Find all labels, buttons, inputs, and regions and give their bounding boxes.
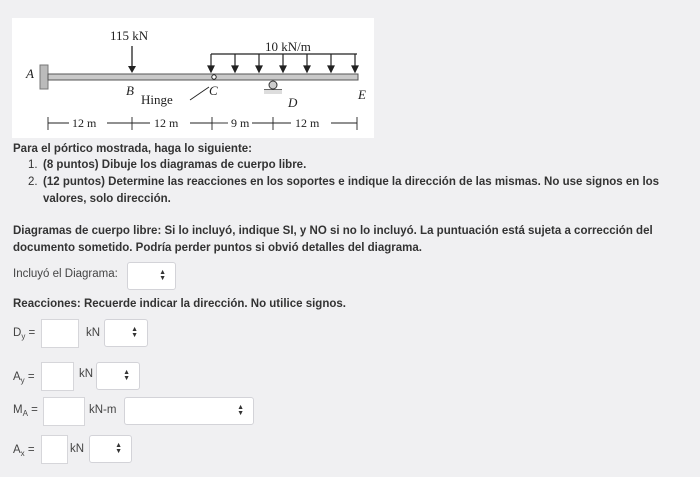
dim-segment-4: 12 m [295, 116, 320, 130]
diagram-included-label: Incluyó el Diagrama: [13, 268, 118, 280]
instruction-item [13, 174, 693, 208]
select-arrows-icon: ▲ ▼ [131, 326, 138, 339]
instruction-number: 2. [28, 176, 38, 188]
ay-value-input[interactable] [41, 362, 74, 391]
ma-unit: kN-m [89, 404, 117, 416]
ax-label: $A_x$ = [13, 444, 35, 458]
beam [48, 74, 358, 80]
point-load-arrowhead [128, 66, 136, 73]
beam-diagram [12, 18, 374, 138]
ma-value-input[interactable] [43, 397, 85, 426]
ax-direction-select[interactable] [89, 435, 132, 463]
dy-value-input[interactable] [41, 319, 79, 348]
fixed-support-wall [40, 65, 48, 89]
label-hinge: Hinge [141, 92, 173, 107]
instruction-item [13, 157, 693, 174]
roller-support [269, 81, 277, 89]
ax-unit: kN [70, 443, 85, 455]
instruction-text: (12 puntos) Determine las reacciones en los soportes e indique la dirección de las mismas. No use signos en los valores, solo dirección. [43, 176, 660, 205]
ma-label: $M_A$ = [13, 404, 38, 418]
select-arrows-icon: ▲ ▼ [123, 369, 130, 382]
select-arrows-icon: ▲ ▼ [159, 269, 166, 282]
ay-direction-select[interactable] [96, 362, 140, 390]
ay-label: $A_y$ = [13, 371, 35, 385]
instruction-text: (8 puntos) Dibuje los diagramas de cuerpo libre. [43, 159, 307, 171]
ma-direction-select[interactable] [124, 397, 254, 425]
distributed-load-arrows [208, 54, 358, 72]
hinge-marker [212, 75, 216, 79]
instructions-list [13, 157, 693, 208]
diagram-included-select[interactable] [127, 262, 176, 290]
dim-segment-2: 12 m [154, 116, 179, 130]
label-d: D [288, 95, 298, 110]
dy-label: $D_y$ = [13, 327, 36, 341]
select-arrows-icon: ▲ ▼ [115, 442, 122, 455]
dim-segment-1: 12 m [72, 116, 97, 130]
select-arrows-icon: ▲ ▼ [237, 404, 244, 417]
label-e: E [358, 87, 366, 102]
dim-segment-3: 9 m [231, 116, 250, 130]
distributed-load-label: 10 kN/m [265, 39, 311, 54]
label-b: B [126, 83, 134, 98]
instruction-number: 1. [28, 159, 38, 171]
label-a: A [26, 66, 34, 81]
instructions-heading: Para el pórtico mostrada, haga lo siguiente: [13, 143, 253, 155]
dy-unit: kN [86, 327, 101, 339]
roller-ground-fill [264, 90, 282, 94]
hinge-leader-line [190, 87, 209, 100]
ay-unit: kN [79, 368, 94, 380]
beam-figure [12, 18, 374, 138]
dy-direction-select[interactable] [104, 319, 148, 347]
label-c: C [209, 83, 218, 98]
reactions-heading: Reacciones: Recuerde indicar la dirección. No utilice signos. [13, 298, 346, 310]
point-load-label: 115 kN [110, 28, 149, 43]
ax-value-input[interactable] [41, 435, 68, 464]
diagram-note: Diagramas de cuerpo libre: Si lo incluyó, indique SI, y NO si no lo incluyó. La puntuación está sujeta a corrección del documento sometido. Podría perder puntos si obvió detalles del diagrama. [13, 225, 653, 254]
